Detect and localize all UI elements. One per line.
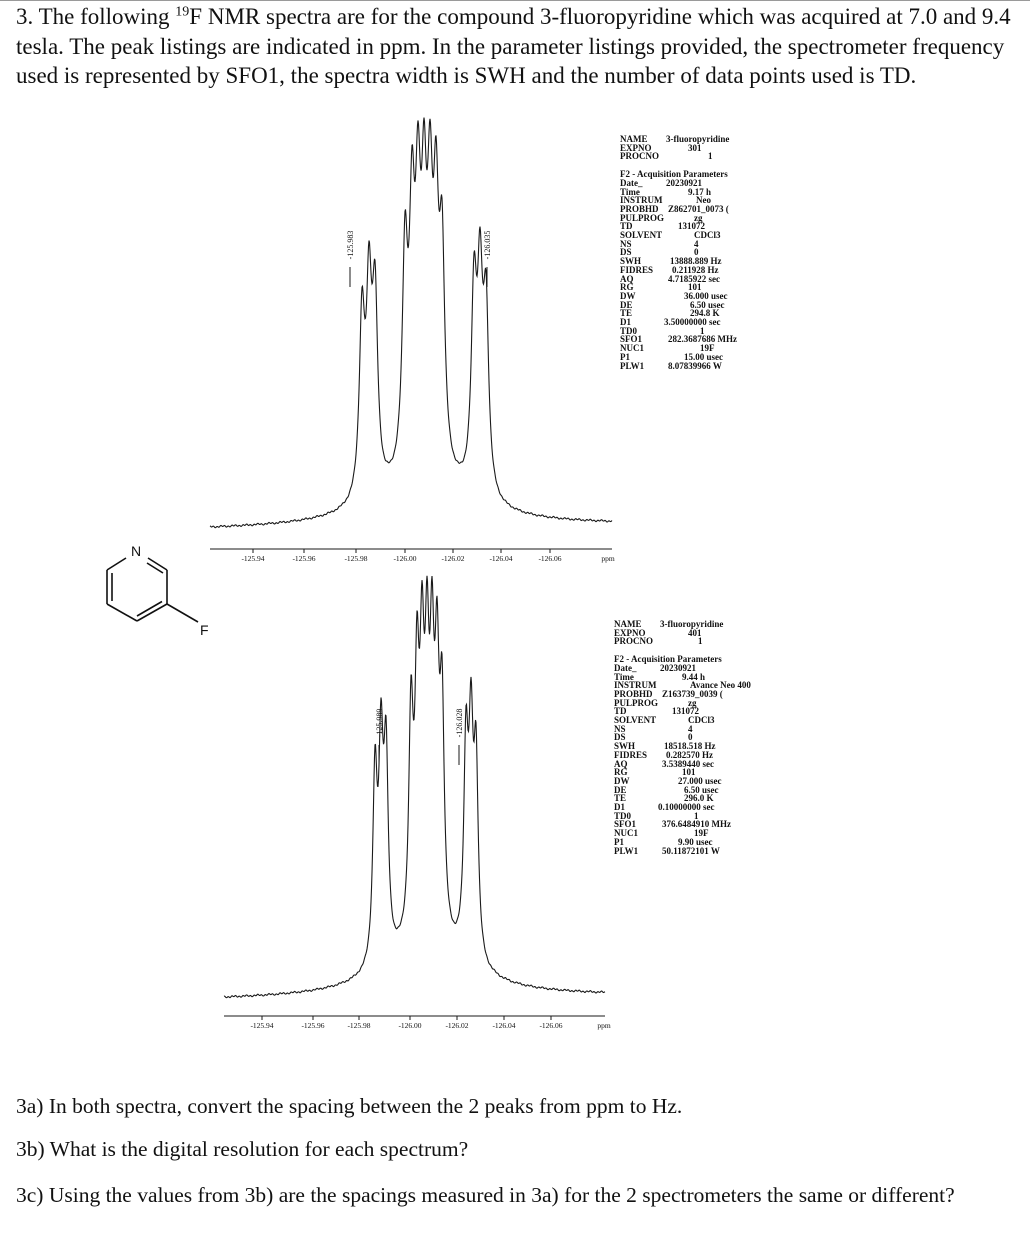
param-row: Date_ 20230921 [620,177,702,188]
param-row: FIDRES 0.282570 Hz [614,749,713,760]
param-row: NS 4 [620,238,699,249]
param-row: INSTRUM Neo [620,195,711,206]
axis-unit-label: ppm [597,1021,611,1030]
param-row: FIDRES 0.211928 Hz [620,264,719,275]
param-row: TD0 1 [614,810,699,821]
spectrum-9-4-tesla [0,615,1030,1045]
param-row: NUC1 19F [614,828,709,839]
axis-tick-label: -125.96 [301,1021,325,1030]
param-row: PULPROG zg [614,697,697,708]
param-row: PLW1 50.11872101 W [614,845,720,856]
param-row: AQ 3.5389440 sec [614,758,714,769]
peak-label: -126.035 [483,230,492,260]
param-row: TE 294.8 K [620,308,720,319]
param-row: TD 131072 [620,221,705,232]
axis-tick-label: -126.00 [393,554,417,563]
spectrum-trace [224,576,605,998]
top-border-rule [0,0,1030,1]
subquestion-3c: 3c) Using the values from 3b) are the spacings measured in 3a) for the 2 spectrometers the same or different? [16,1183,955,1207]
param-row: DS 0 [620,247,699,258]
acquisition-parameters [620,135,737,370]
axis-unit-label: ppm [601,554,615,563]
axis-tick-label: -125.94 [250,1021,274,1030]
param-row: NAME 3-fluoropyridine [614,619,724,629]
param-row: D1 3.50000000 sec [620,317,721,328]
param-row: DE 6.50 usec [620,299,725,310]
param-row: SOLVENT CDCl3 [614,715,715,726]
param-row: PROBHD Z163739_0039 ( [614,688,723,699]
ppm-axis-ticks [262,1016,551,1020]
axis-tick-label: -125.98 [344,554,368,563]
axis-tick-label: -126.02 [441,554,465,563]
param-row: Time 9.17 h [620,186,712,197]
param-row: SWH 18518.518 Hz [614,741,716,752]
axis-tick-label: -126.06 [539,1021,563,1030]
param-row: SFO1 376.6484910 MHz [614,819,731,830]
acquisition-parameters [614,620,751,855]
param-row: PLW1 8.07839966 W [620,360,722,371]
param-row: EXPNO 401 [614,627,702,638]
param-row: INSTRUM Avance Neo 400 [614,680,751,691]
axis-tick-label: -125.96 [292,554,316,563]
axis-tick-label: -125.98 [347,1021,371,1030]
param-row: TE 296.0 K [614,793,714,804]
param-row: DS 0 [614,732,693,743]
param-row: P1 9.90 usec [614,836,713,847]
axis-tick-label: -126.02 [445,1021,469,1030]
axis-tick-label: -126.06 [538,554,562,563]
param-row: PROBHD Z862701_0073 ( [620,203,729,214]
param-row: Time 9.44 h [614,671,706,682]
params-title: F2 - Acquisition Parameters [614,654,722,665]
peak-label: -125.983 [346,230,355,260]
param-row: EXPNO 301 [620,142,702,153]
nitrogen-label: N [131,543,142,559]
subquestion-3a: 3a) In both spectra, convert the spacing between the 2 peaks from ppm to Hz. [16,1094,683,1118]
param-row: TD 131072 [614,706,699,717]
axis-tick-label: -126.04 [489,554,513,563]
params-title: F2 - Acquisition Parameters [620,169,728,180]
isotope-superscript: 19 [175,4,190,20]
param-row: DE 6.50 usec [614,784,719,795]
spectrum-7-tesla-plot [0,130,1030,575]
peak-label: -126.028 [455,708,464,738]
question-3-intro [16,2,1016,91]
param-row: D1 0.10000000 sec [614,802,715,813]
spectrum-7-tesla [0,130,1030,575]
question-text-rest: F NMR spectra are for the compound 3-fluoropyridine which was acquired at 7.0 and 9.4 tesla. The peak listings are indicated in ppm. In the parameter listings provided, the spectrometer frequency used is represented by SFO1, the spectra width is SWH and the number of data points used is TD. [16,4,1011,88]
axis-tick-label: -126.00 [398,1021,422,1030]
param-row: NUC1 19F [620,343,715,354]
param-row: NAME 3-fluoropyridine [620,134,730,144]
peak-label: -125.989 [375,708,384,738]
axis-tick-label: -125.94 [241,554,265,563]
param-row: AQ 4.7185922 sec [620,273,720,284]
question-number: 3. [16,4,34,29]
axis-tick-label: -126.04 [492,1021,516,1030]
param-row: SWH 13888.889 Hz [620,256,722,267]
param-row: PROCNO 1 [614,636,703,647]
spectrum-9-4-tesla-plot [0,615,1030,1045]
ppm-axis-ticks [253,549,550,553]
param-row: TD0 1 [620,325,705,336]
param-row: RG 101 [614,767,696,778]
param-row: PROCNO 1 [620,151,713,162]
param-row: NS 4 [614,723,693,734]
spectrum-trace [210,118,612,528]
param-row: DW 36.000 usec [620,290,728,301]
param-row: PULPROG zg [620,212,703,223]
fluorine-label: F [200,622,209,638]
param-row: SFO1 282.3687686 MHz [620,334,737,345]
param-row: Date_ 20230921 [614,662,696,673]
param-row: SOLVENT CDCl3 [620,230,721,241]
subquestion-3b: 3b) What is the digital resolution for each spectrum? [16,1137,469,1161]
param-row: DW 27.000 usec [614,775,722,786]
question-text-start: The following [38,4,170,29]
param-row: P1 15.00 usec [620,351,723,362]
param-row: RG 101 [620,282,702,293]
